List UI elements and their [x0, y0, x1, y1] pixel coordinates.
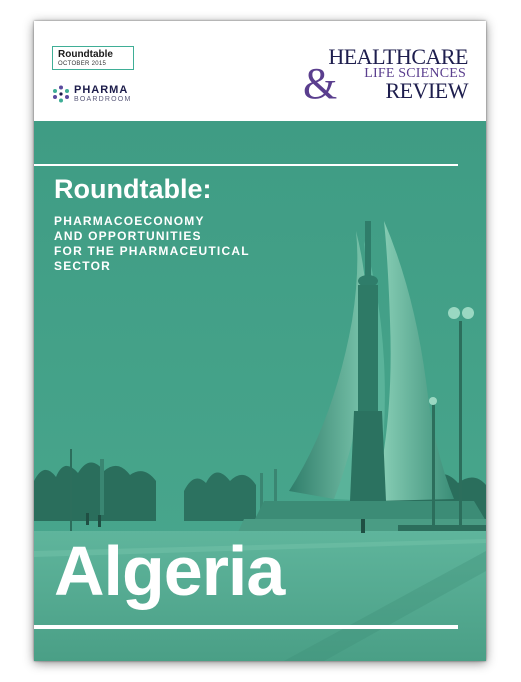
top-divider	[34, 164, 458, 166]
magazine-logo-ampersand: &	[303, 59, 338, 108]
subtitle-line: SECTOR	[54, 259, 111, 273]
magazine-logo-middle: LIFE SCIENCES	[364, 66, 466, 81]
cover-title: Roundtable:	[54, 174, 212, 204]
cover-photo	[34, 121, 486, 661]
magazine-cover	[34, 21, 486, 661]
subtitle-line: FOR THE PHARMACEUTICAL	[54, 244, 250, 258]
roundtable-tag	[52, 46, 134, 70]
publisher-subname: BOARDROOM	[74, 96, 132, 103]
pharma-boardroom-logo	[52, 83, 162, 105]
magazine-logo	[303, 46, 468, 106]
tag-title: Roundtable	[58, 49, 113, 60]
cover-subtitle	[54, 214, 314, 274]
country-title: Algeria	[54, 532, 285, 610]
subtitle-line: AND OPPORTUNITIES	[54, 229, 202, 243]
magazine-logo-top: HEALTHCARE	[328, 44, 468, 69]
pharma-boardroom-dots-icon	[52, 85, 70, 103]
magazine-logo-bottom: REVIEW	[385, 78, 468, 103]
bottom-divider	[34, 625, 458, 629]
subtitle-line: PHARMACOECONOMY	[54, 214, 205, 228]
cover-header	[34, 21, 486, 121]
tag-date: OCTOBER 2015	[58, 61, 107, 67]
publisher-name: PHARMA	[74, 84, 129, 96]
